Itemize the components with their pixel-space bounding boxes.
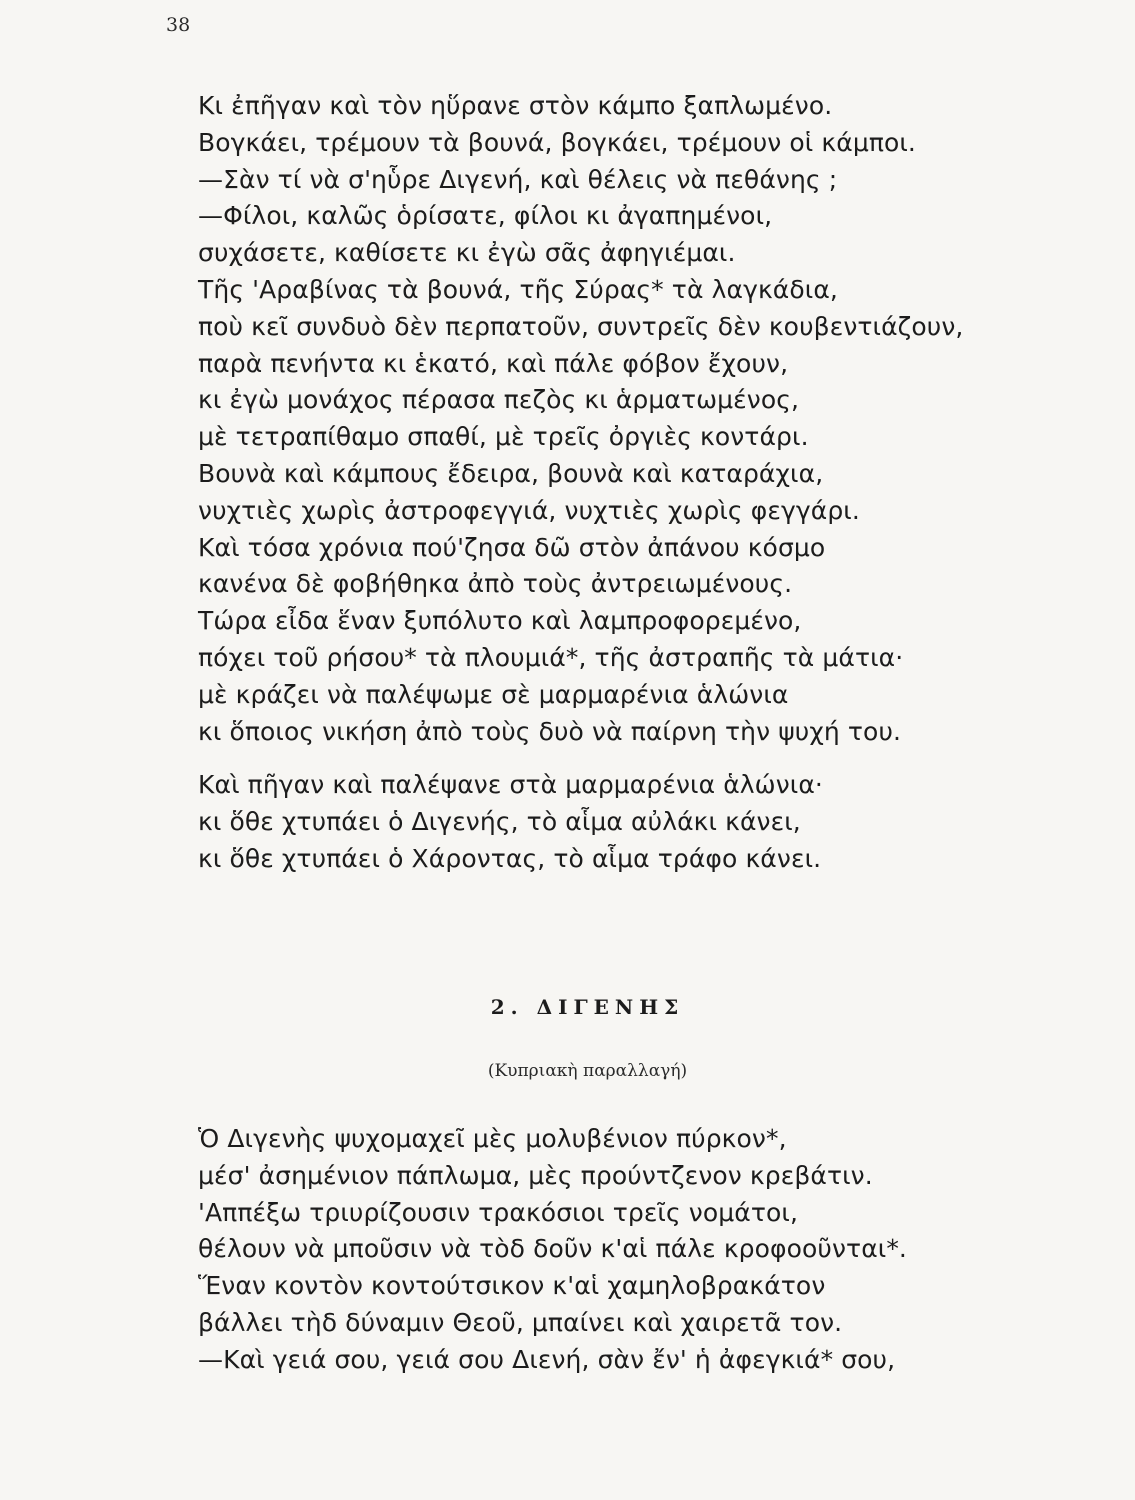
verse-line: ποὺ κεῖ συνδυὸ δὲν περπατοῦν, συντρεῖς δὲν κουβεντιάζουν, <box>198 311 964 341</box>
verse-line: μὲ κράζει νὰ παλέψωμε σὲ μαρμαρένια ἁλώνια <box>198 679 789 709</box>
verse-line: Βουνὰ καὶ κάμπους ἔδειρα, βουνὰ καὶ καταράχια, <box>198 458 824 488</box>
section-title: 2. ΔΙΓΕΝΗΣ <box>490 995 685 1019</box>
verse-line: —Καὶ γειά σου, γειά σου Διενή, σὰν ἔν' ἡ ἀφεγκιά* σου, <box>198 1344 896 1374</box>
verse-line: βάλλει τὴδ δύναμιν Θεοῦ, μπαίνει καὶ χαιρετᾶ τον. <box>198 1307 843 1337</box>
verse-line: νυχτιὲς χωρὶς ἀστροφεγγιά, νυχτιὲς χωρὶς φεγγάρι. <box>198 495 860 525</box>
verse-line: πόχει τοῦ ρήσου* τὰ πλουμιά*, τῆς ἀστραπῆς τὰ μάτια· <box>198 642 904 672</box>
verse-line: κι ἐγὼ μονάχος πέρασα πεζὸς κι ἁρματωμένος, <box>198 385 800 415</box>
page-number: 38 <box>166 14 191 36</box>
stanza-2 <box>198 767 823 877</box>
stanza-1 <box>198 88 963 750</box>
verse-line: Καὶ τόσα χρόνια πού'ζησα δῶ στὸν ἀπάνου κόσμο <box>198 532 826 562</box>
section-subtitle: (Κυπριακὴ παραλλαγή) <box>487 1061 688 1081</box>
verse-line: μέσ' ἀσημένιον πάπλωμα, μὲς προύντζενον κρεβάτιν. <box>198 1160 873 1190</box>
verse-line: —Φίλοι, καλῶς ὁρίσατε, φίλοι κι ἀγαπημένοι, <box>198 201 773 231</box>
verse-line: Τῆς 'Αραβίνας τὰ βουνά, τῆς Σύρας* τὰ λαγκάδια, <box>198 274 838 304</box>
verse-line: Βογκάει, τρέμουν τὰ βουνά, βογκάει, τρέμουν οἱ κάμποι. <box>198 127 916 157</box>
verse-line: 'Αππέξω τριυρίζουσιν τρακόσιοι τρεῖς νομάτοι, <box>198 1197 799 1227</box>
verse-line: κι ὅθε χτυπάει ὁ Χάροντας, τὸ αἷμα τράφο κάνει. <box>198 843 822 873</box>
verse-line: Καὶ πῆγαν καὶ παλέψανε στὰ μαρμαρένια ἁλώνια· <box>198 770 823 799</box>
verse-line: Ἕναν κοντὸν κοντούτσικον κ'αἱ χαμηλοβρακάτον <box>198 1271 826 1301</box>
verse-line: κανένα δὲ φοβήθηκα ἀπὸ τοὺς ἀντρειωμένους. <box>198 569 793 599</box>
verse-line: Κι ἐπῆγαν καὶ τὸν ηὕρανε στὸν κάμπο ξαπλωμένο. <box>198 91 833 120</box>
verse-line: —Σὰν τί νὰ σ'ηὗρε Διγενή, καὶ θέλεις νὰ πεθάνης ; <box>198 164 838 194</box>
stanza-3 <box>198 1121 907 1379</box>
verse-line: κι ὅθε χτυπάει ὁ Διγενής, τὸ αἷμα αὐλάκι κάνει, <box>198 806 801 836</box>
verse-line: συχάσετε, καθίσετε κι ἐγὼ σᾶς ἀφηγιέμαι. <box>198 238 736 268</box>
verse-line: παρὰ πενήντα κι ἑκατό, καὶ πάλε φόβον ἔχουν, <box>198 348 789 378</box>
verse-line: μὲ τετραπίθαμο σπαθί, μὲ τρεῖς ὀργιὲς κοντάρι. <box>198 422 809 452</box>
verse-line: θέλουν νὰ μποῦσιν νὰ τὸδ δοῦν κ'αἱ πάλε κροφοοῦνται*. <box>198 1234 907 1264</box>
verse-line: κι ὅποιος νικήση ἀπὸ τοὺς δυὸ νὰ παίρνη τὴν ψυχή του. <box>198 716 902 746</box>
verse-line: Τώρα εἶδα ἕναν ξυπόλυτο καὶ λαμπροφορεμένο, <box>198 606 802 636</box>
verse-line: Ὁ Διγενὴς ψυχομαχεῖ μὲς μολυβένιον πύρκον*, <box>198 1124 787 1153</box>
